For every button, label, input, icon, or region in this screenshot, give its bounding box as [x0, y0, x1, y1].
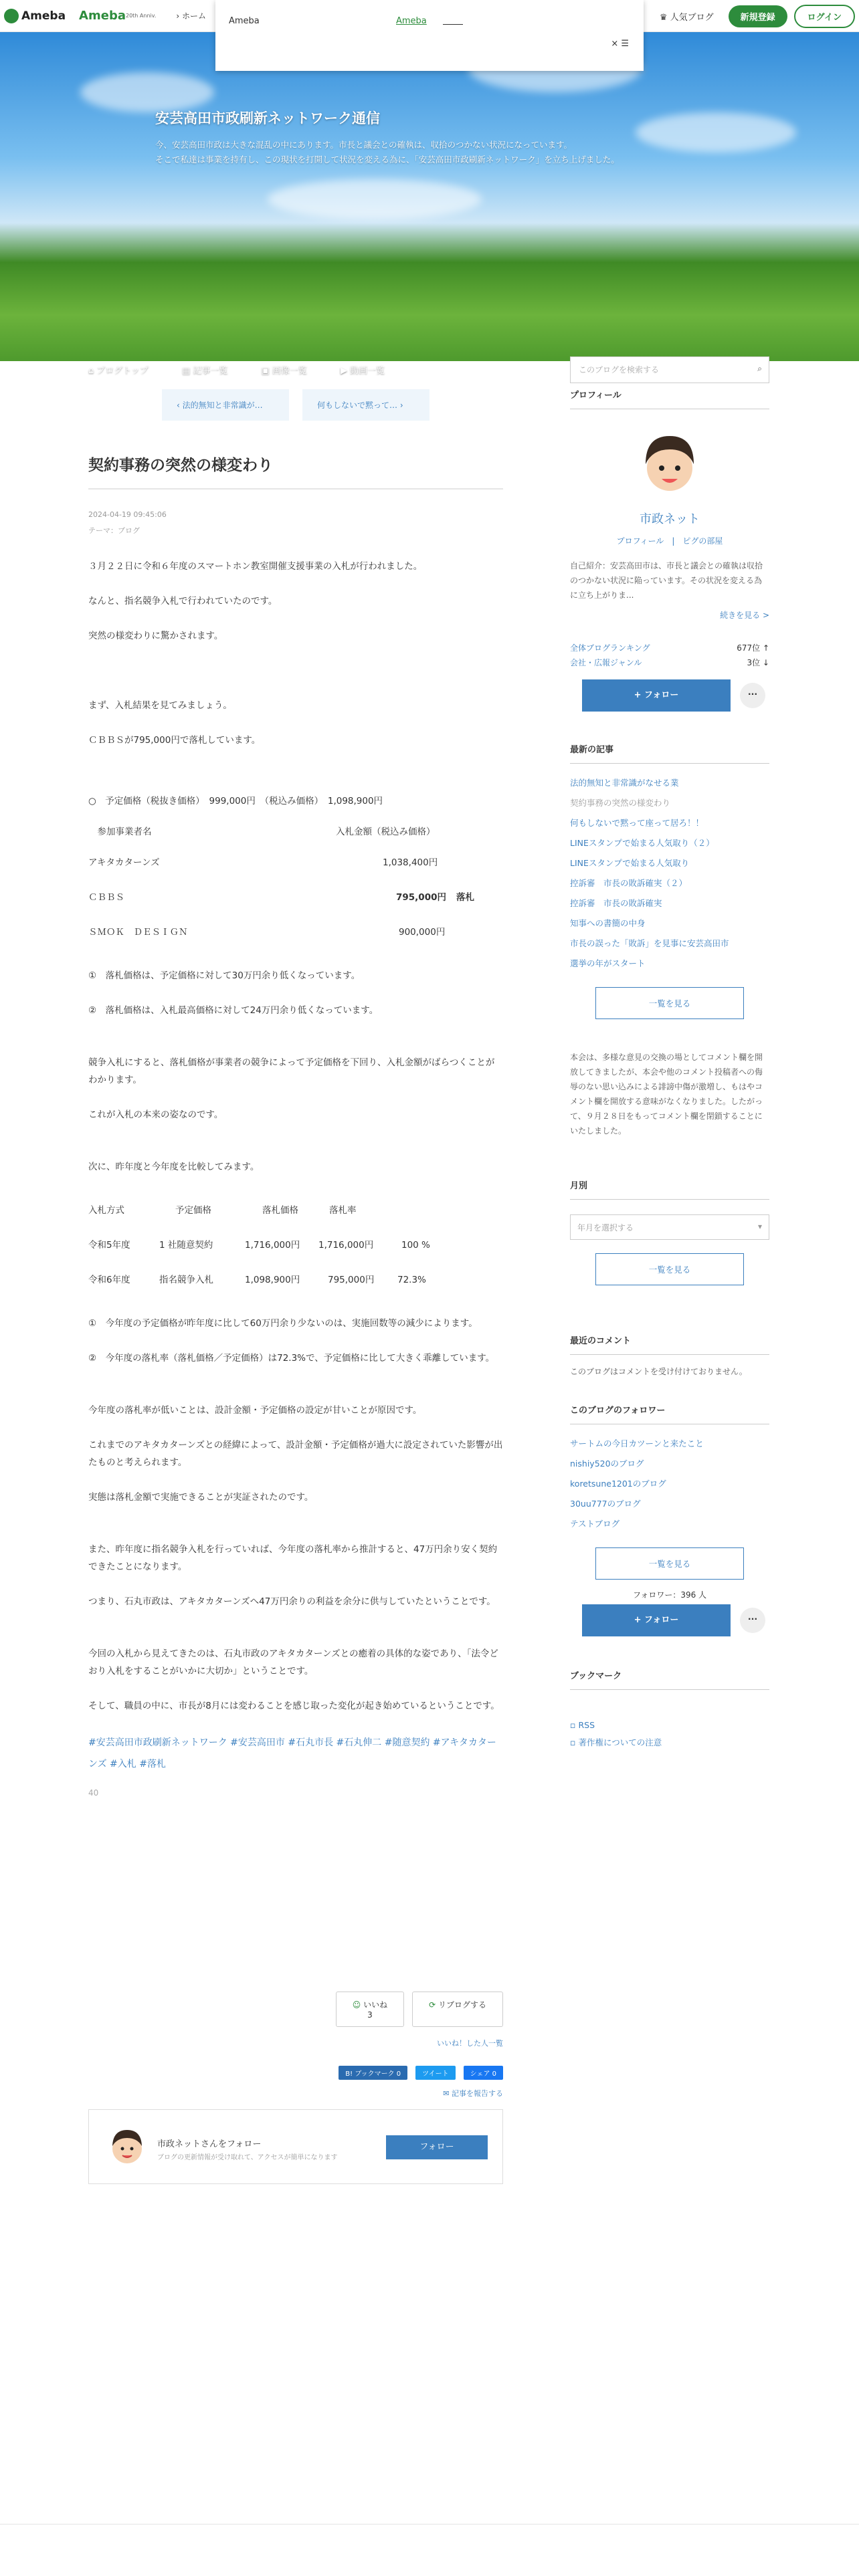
sidebar [570, 374, 769, 1751]
login-button[interactable]: ログイン [794, 5, 855, 28]
follow-name: 市政ネットさんをフォロー [157, 2139, 262, 2149]
view-count: 40 [88, 1788, 99, 1798]
recent-heading: 最新の記事 [570, 742, 769, 764]
reblog-icon: ⟳ [429, 2000, 436, 2010]
article-meta [88, 507, 503, 539]
table-row [88, 915, 503, 950]
avatar [106, 2126, 148, 2167]
cell: 指名競争入札 [159, 1275, 213, 1285]
chevron-down-icon: ▾ [757, 1222, 762, 1231]
like-count: 3 [367, 2010, 373, 2020]
comment-heading: 最近のコメント [570, 1333, 769, 1355]
para: 今回の入札から見えてきたのは、石丸市政のアキタカターンズとの癒着の具体的な姿であり、「法令どおり入札をすることがいかに大切か」ということです。 [88, 1648, 498, 1677]
list-item[interactable]: テストブログ [570, 1519, 620, 1529]
followers-list-button[interactable]: 一覧を見る [595, 1547, 744, 1580]
like-button[interactable] [336, 1992, 404, 2027]
cell: 1 社随意契約 [159, 1240, 213, 1251]
article-title[interactable]: 契約事務の突然の様変わり [88, 453, 503, 490]
brand-text: Ameba [21, 9, 66, 23]
main-column [88, 374, 503, 2184]
share-buttons [88, 2066, 503, 2080]
profile-links: プロフィール | ピグの部屋 [616, 536, 723, 546]
nav-videos-label: 動画一覧 [350, 366, 385, 376]
cell: 令和6年度 [88, 1275, 130, 1285]
blog-header [0, 32, 859, 376]
rank-link[interactable]: 全体ブログランキング [570, 643, 650, 653]
col-amount: 入札金額（税込み価格） [336, 827, 436, 837]
para: まず、入札結果を見てみましょう。 [88, 700, 232, 711]
tweet-button[interactable]: ツイート [415, 2066, 456, 2080]
rank-value: 677位 ↑ [737, 643, 769, 653]
liked-by-link[interactable]: いいね！した人一覧 [437, 2039, 503, 2048]
report-link[interactable] [88, 2088, 503, 2099]
follow-sub: ブログの更新情報が受け取れて、アクセスが簡単になります [157, 2154, 338, 2161]
profile-link[interactable]: プロフィール [616, 536, 664, 546]
more-link[interactable]: 続きを見る > [720, 611, 769, 620]
list-item[interactable]: サートムの今日カツーンと来たこと [570, 1438, 704, 1448]
bid-table [88, 784, 503, 950]
prev-entry-link[interactable]: ‹ 法的無知と非常識が… [162, 389, 289, 421]
follow-button-2[interactable]: + フォロー [582, 1604, 731, 1636]
spacer [88, 1523, 503, 1541]
table-row [88, 845, 503, 880]
list-item[interactable]: 法的無知と非常識がなせる業 [570, 778, 679, 788]
para: ② 落札価格は、入札最高価格に対して24万円余り低くなっています。 [88, 1005, 379, 1016]
article-body [88, 558, 503, 1715]
profile-name[interactable]: 市政ネット [640, 512, 700, 526]
copyright-link[interactable] [570, 1734, 769, 1751]
list-item[interactable]: 契約事務の突然の様変わり [570, 798, 671, 808]
article-date: 2024-04-19 09:45:06 [88, 510, 167, 519]
nav-entries-label: 記事一覧 [193, 366, 228, 376]
facebook-button[interactable]: シェア 0 [464, 2066, 503, 2080]
cell: ＣＢＢＳ [88, 892, 124, 903]
anniv-logo[interactable] [79, 9, 156, 23]
nav-top-label: ブログトップ [96, 366, 149, 376]
table-row [88, 1228, 503, 1263]
like-area [88, 1992, 503, 2027]
cell: 予定価格 [175, 1205, 211, 1216]
list-item[interactable]: 知事への書簡の中身 [570, 918, 646, 928]
cell: 900,000円 [399, 927, 446, 938]
doc-icon: ▫ [570, 1737, 576, 1747]
profile-heading: プロフィール [570, 388, 769, 409]
footer-divider [0, 2524, 859, 2525]
spacer [88, 766, 503, 784]
next-label: 何もしないで黙って… [317, 401, 398, 410]
image-icon: ▣ [261, 366, 270, 376]
article-theme[interactable]: テーマ：ブログ [88, 526, 140, 535]
popular-label: 人気ブログ [670, 12, 714, 23]
popup-underline [443, 24, 463, 25]
col-name: 参加事業者名 [88, 827, 152, 837]
table-row [88, 1263, 503, 1297]
followers-heading: このブログのフォロワー [570, 1403, 769, 1424]
list-item[interactable]: LINEスタンプで始まる人気取り [570, 858, 690, 868]
para: 実態は落札金額で実施できることが実証されたのです。 [88, 1492, 314, 1503]
para: 今年度の落札率が低いことは、設計金額・予定価格の設定が甘いことが原因です。 [88, 1405, 422, 1416]
rank-value: 3位 ↓ [747, 658, 769, 667]
cell: 795,000円 [328, 1275, 375, 1285]
ranking [570, 641, 769, 670]
spacer [88, 1384, 503, 1402]
list-item[interactable]: 選挙の年がスタート [570, 958, 646, 968]
prev-label: 法的無知と非常識が… [182, 401, 263, 410]
hatena-button[interactable]: B! ブックマーク 0 [339, 2066, 407, 2080]
cell: 1,098,900円 [245, 1275, 300, 1285]
spacer [88, 1141, 503, 1158]
hashtags[interactable]: #安芸高田市政刷新ネットワーク #安芸高田市 #石丸市長 #石丸伸二 #随意契約 #アキタカターンズ #入札 #落札 [88, 1737, 496, 1769]
table-row [88, 1193, 503, 1228]
rank-link[interactable]: 会社・広報ジャンル [570, 658, 642, 667]
frog-icon [4, 9, 19, 23]
video-icon: ▶ [340, 366, 347, 376]
para: 突然の様変わりに驚かされます。 [88, 631, 223, 641]
cell: 落札率 [329, 1205, 357, 1216]
follow-button[interactable]: + フォロー [582, 679, 731, 712]
rss-icon: ▫ [570, 1720, 576, 1730]
desc-line-2: そこで私達は事業を持有し、この現状を打開して状況を変える為に、「安芸高田市政刷新ネットワーク」を立ち上げました。 [155, 154, 619, 165]
spacer [88, 679, 503, 697]
list-item[interactable]: 控訴審 市長の敗訴確実 [570, 898, 662, 908]
more-icon[interactable]: ··· [740, 1608, 765, 1633]
popular-blog-link[interactable] [660, 10, 714, 23]
spacer [88, 662, 503, 679]
search-placeholder: このブログを検索する [579, 365, 660, 374]
follow-box [88, 2109, 503, 2184]
recent-list [570, 773, 769, 974]
list-item[interactable]: 控訴審 市長の敗訴確実（２） [570, 878, 688, 888]
cloud [268, 179, 482, 219]
followers-list [570, 1434, 769, 1534]
pigg-link[interactable]: ピグの部屋 [682, 536, 723, 546]
month-select[interactable] [570, 1214, 769, 1240]
month-list-button[interactable]: 一覧を見る [595, 1253, 744, 1285]
bookmark-list [570, 1717, 769, 1751]
follow-row-2 [582, 1604, 769, 1636]
list-item[interactable]: nishiy520のブログ [570, 1459, 644, 1469]
crown-icon: ♛ [659, 12, 668, 23]
table-row [88, 784, 503, 819]
ad-popup [215, 0, 644, 71]
pager [88, 389, 503, 421]
para: ① 落札価格は、予定価格に対して30万円余り低くなっています。 [88, 970, 361, 981]
spacer [88, 1037, 503, 1054]
next-entry-link[interactable]: 何もしないで黙って… › [302, 389, 430, 421]
cell: 令和5年度 [88, 1240, 130, 1251]
cell: ＳＭＯＫ ＤＥＳＩＧＮ [88, 927, 188, 938]
para: ３月２２日に令和６年度のスマートホン教室開催支援事業の入札が行われました。 [88, 561, 423, 572]
bookmark-heading: ブックマーク [570, 1669, 769, 1690]
rss-link[interactable] [570, 1717, 769, 1734]
cell: 72.3% [397, 1275, 426, 1285]
cell: 795,000円 [396, 892, 446, 903]
blog-description [155, 138, 690, 167]
list-icon: ▤ [182, 366, 191, 376]
para: なんと、指名競争入札で行われていたのです。 [88, 596, 278, 607]
cell: 落札価格 [262, 1205, 298, 1216]
table-head: ○ 予定価格（税抜き価格） 999,000円 （税込み価格） 1,098,900円 [88, 796, 383, 807]
anniv-sub: 20th Anniv. [125, 13, 157, 19]
para: つまり、石丸市政は、アキタカターンズへ47万円余りの利益を余分に供与していたということです。 [88, 1596, 496, 1607]
para: 競争入札にすると、落札価格が事業者の競争によって予定価格を下回り、入札金額がばらつくことがわかります。 [88, 1057, 495, 1085]
reblog-label: リブログする [438, 2000, 486, 2010]
search-icon[interactable]: ⌕ [757, 364, 762, 373]
para: ② 今年度の落札率（落札価格／予定価格）は72.3%で、予定価格に比して大きく乖離しています。 [88, 1353, 495, 1364]
follow-row [582, 679, 769, 712]
nav-images-label: 画像一覧 [272, 366, 307, 376]
reblog-button[interactable] [412, 1992, 503, 2027]
cell: 1,716,000円 [245, 1240, 300, 1251]
cloud [80, 72, 214, 112]
popup-left: Ameba [229, 16, 260, 26]
follower-count: フォロワー：396 人 [632, 1590, 707, 1600]
cell: アキタカターンズ [88, 857, 160, 868]
blog-title[interactable]: 安芸高田市政刷新ネットワーク通信 [155, 110, 380, 126]
rank-row [570, 655, 769, 670]
spacer [88, 1628, 503, 1645]
para: これまでのアキタカターンズとの経緯によって、設計金額・予定価格が過大に設定されていた影響が出たものと考えられます。 [88, 1440, 503, 1468]
rss-label: RSS [578, 1720, 595, 1730]
para: そして、職員の中に、市長が8月には変わることを感じ取った変化が起き始めているということです。 [88, 1701, 500, 1711]
para: 次に、昨年度と今年度を比較してみます。 [88, 1162, 260, 1172]
table-row [88, 880, 503, 915]
popup-link[interactable]: Ameba [396, 16, 427, 26]
cell: 1,716,000円 [318, 1240, 374, 1251]
month-heading: 月別 [570, 1178, 769, 1200]
list-item[interactable]: 何もしないで黙って座って居ろ！！ [570, 818, 704, 828]
cell: 入札方式 [88, 1205, 124, 1216]
list-item[interactable]: koretsune1201のブログ [570, 1479, 666, 1489]
compare-table [88, 1193, 503, 1297]
chat-icon: ✉ [443, 2089, 450, 2098]
profile-avatar[interactable] [636, 429, 703, 503]
para: これが入札の本来の姿なのです。 [88, 1109, 223, 1120]
desc-line-1: 今、安芸高田市政は大きな混乱の中にあります。市長と議会との確執は、収拾のつかない状況になっています。 [155, 140, 573, 150]
rank-row [570, 641, 769, 655]
list-item[interactable]: 30uu777のブログ [570, 1499, 641, 1509]
popup-close-icon[interactable]: × ☰ [611, 39, 629, 49]
recent-list-button[interactable]: 一覧を見る [595, 987, 744, 1019]
report-label: 記事を報告する [452, 2089, 503, 2098]
more-icon[interactable]: ··· [740, 683, 765, 708]
ameba-logo[interactable] [4, 9, 66, 23]
table-row [88, 819, 503, 845]
cell: 落札 [456, 892, 474, 903]
cell: 1,038,400円 [383, 857, 438, 868]
para: ① 今年度の予定価格が昨年度に比して60万円余り少ないのは、実施回数等の減少によります。 [88, 1318, 478, 1329]
comment-text: このブログはコメントを受け付けておりません。 [570, 1367, 747, 1376]
home-label: ホーム [182, 11, 207, 21]
home-link[interactable]: › ホーム [176, 11, 207, 21]
comment-notice: 本会は、多様な意見の交換の場としてコメント欄を開放してきましたが、本会や他のコメント投稿者への侮辱のない思い込みによる誹謗中傷が激増し、もはやコメント欄を開放する意味がなくなりました。したがって、９月２８日をもってコメント欄を閉鎖することにいたしました。 [570, 1053, 763, 1136]
smile-icon: ☺ [352, 2000, 361, 2010]
profile-desc: 自己紹介：安芸高田市は、市長と議会との確執は収拾のつかない状況に陥っています。その状況を変える為に立ち上がりま... [570, 561, 763, 600]
month-placeholder: 年月を選択する [577, 1223, 634, 1232]
cell: 100 % [401, 1240, 430, 1251]
home-icon: ⌂ [88, 366, 94, 376]
anniv-text: Ameba [79, 9, 126, 23]
follow-box-button[interactable]: フォロー [386, 2135, 488, 2159]
like-label: いいね [363, 2000, 388, 2010]
para: また、昨年度に指名競争入札を行っていれば、今年度の落札率から推計すると、47万円余り安く契約できたことになります。 [88, 1544, 498, 1572]
signup-button[interactable]: 新規登録 [729, 5, 787, 27]
para: ＣＢＢＳが795,000円で落札しています。 [88, 735, 261, 746]
list-item[interactable]: 市長の誤った「敗訴」を見事に安芸高田市 [570, 938, 729, 948]
list-item[interactable]: LINEスタンプで始まる人気取り（２） [570, 838, 714, 848]
copyright-label: 著作権についての注意 [578, 1737, 662, 1747]
